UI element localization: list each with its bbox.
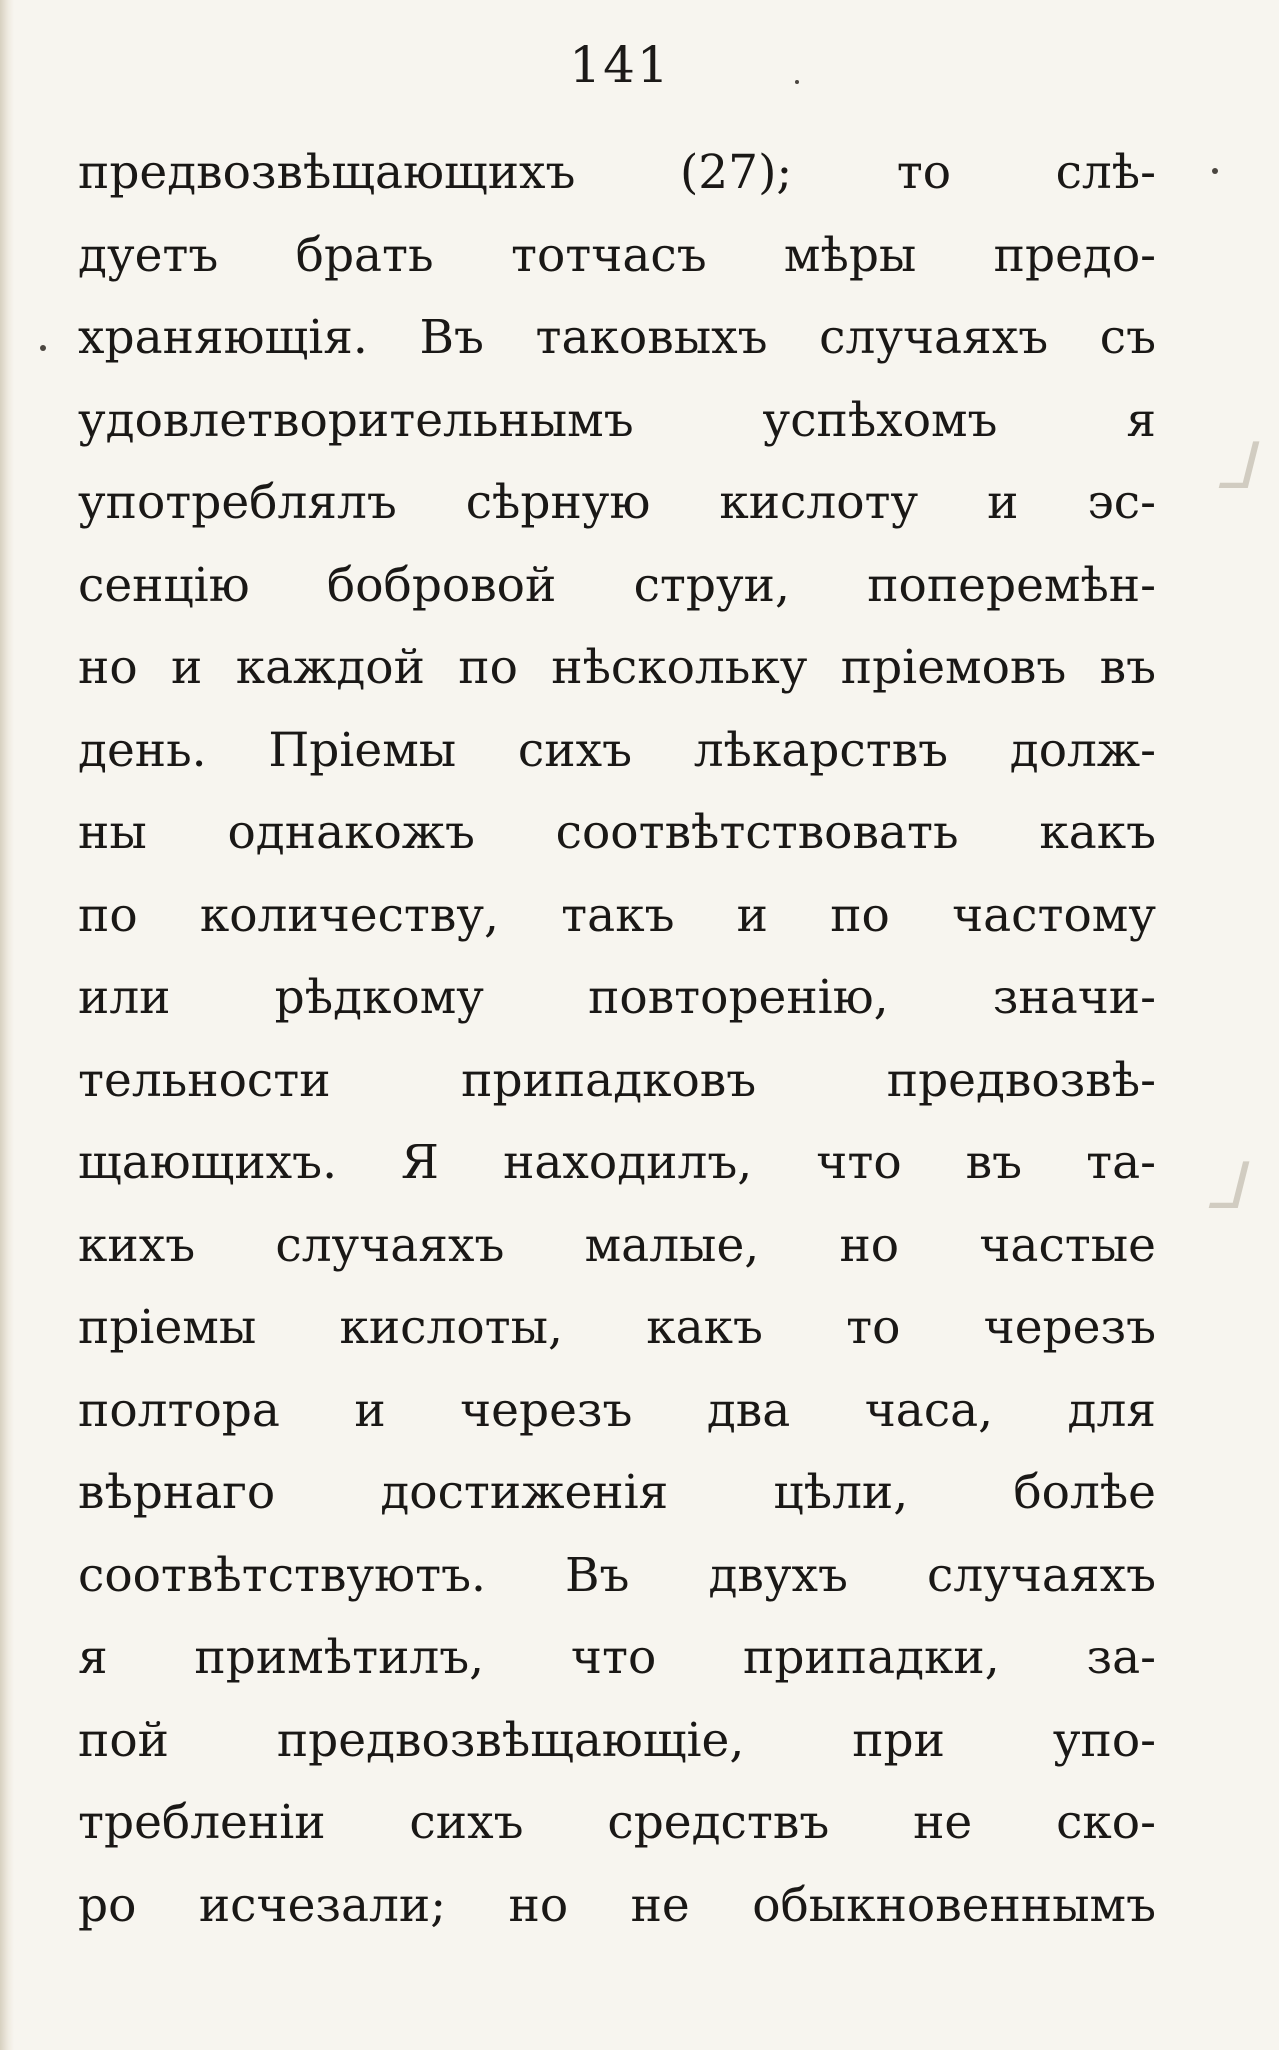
text-line: кихъ случаяхъ малые, но частые [78,1217,1156,1273]
text-line: вѣрнаго достиженія цѣли, болѣе [78,1465,1156,1520]
text-line: ны однакожъ соотвѣтствовать какъ [78,805,1156,860]
text-line: щающихъ. Я находилъ, что въ та- [78,1135,1156,1190]
text-line: храняющія. Въ таковыхъ случаяхъ съ [78,310,1156,365]
paper-speck [795,80,799,84]
text-line: но и каждой по нѣскольку пріемовъ въ [78,640,1156,695]
text-line: я примѣтилъ, что припадки, за- [78,1630,1156,1685]
text-line: удовлетворительнымъ успѣхомъ я [78,392,1156,448]
page-edge-shadow [0,0,14,2050]
text-line: ро исчезали; но не обыкновеннымъ [78,1877,1156,1933]
text-line: дуетъ брать тотчасъ мѣры предо- [78,227,1156,283]
body-text [78,132,1156,1947]
text-line: по количеству, такъ и по частому [78,887,1156,943]
pencil-mark: ᒧ [1205,1150,1245,1224]
paper-speck [40,345,46,351]
text-line: соотвѣтствуютъ. Въ двухъ случаяхъ [78,1547,1156,1603]
text-line: пой предвозвѣщающіе, при упо- [78,1712,1156,1768]
paper-speck [1212,168,1218,174]
text-line: пріемы кислоты, какъ то черезъ [78,1300,1156,1355]
text-line: употреблялъ сѣрную кислоту и эс- [78,475,1156,530]
page-number: 141 [569,36,671,94]
text-line: предвозвѣщающихъ (27); то слѣ- [78,145,1156,200]
pencil-mark: ᒧ [1215,430,1255,504]
text-line: сенцію бобровой струи, поперемѣн- [78,557,1156,613]
text-line: полтора и черезъ два часа, для [78,1382,1156,1438]
text-line: требленіи сихъ средствъ не ско- [78,1795,1156,1850]
text-line: тельности припадковъ предвозвѣ- [78,1052,1156,1108]
text-line: или рѣдкому повторенію, значи- [78,970,1156,1025]
text-line: день. Пріемы сихъ лѣкарствъ долж- [78,722,1156,778]
